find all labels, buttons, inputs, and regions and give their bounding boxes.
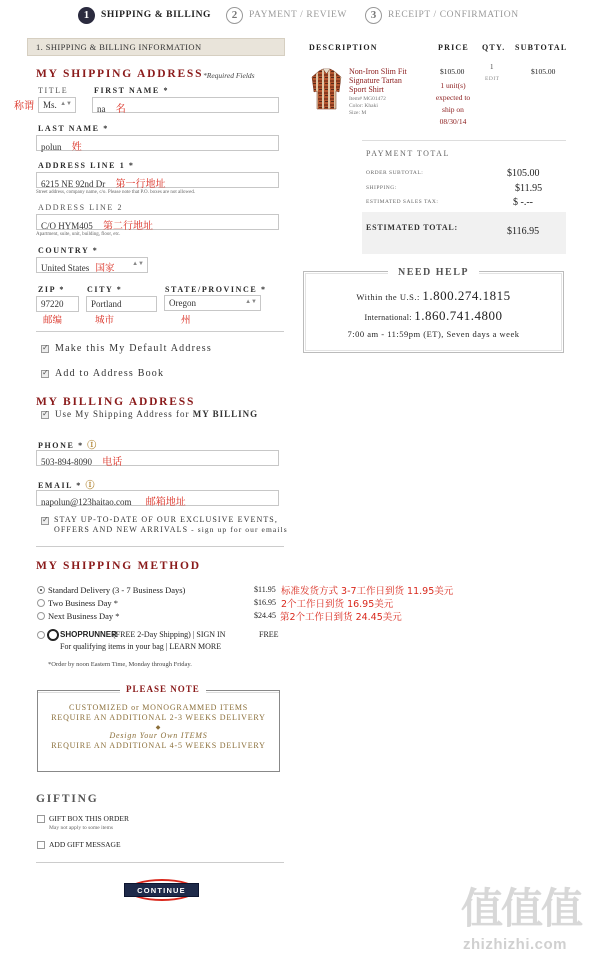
first-name-input[interactable] [92, 97, 279, 113]
shoprunner-radio[interactable] [37, 631, 45, 639]
please-note-line2: REQUIRE AN ADDITIONAL 2-3 WEEKS DELIVERY [51, 713, 266, 722]
standard-radio[interactable] [37, 586, 45, 594]
order-subtotal-label: ORDER SUBTOTAL: [366, 170, 424, 176]
need-help-title-wrap [303, 267, 564, 278]
product-image-icon [310, 68, 343, 110]
step-3-label: RECEIPT / CONFIRMATION [388, 10, 519, 20]
shipping-value: $11.95 [515, 183, 543, 194]
phone-input[interactable] [36, 450, 279, 466]
zip-input[interactable] [36, 296, 79, 312]
next-day-price: $24.45 [254, 611, 276, 620]
product-details [349, 96, 386, 117]
shipping-heading: MY SHIPPING ADDRESS [36, 68, 204, 80]
title-label: TITLE [38, 86, 69, 95]
zip-note: 邮编 [43, 315, 63, 326]
newsletter-line2: OFFERS AND NEW ARRIVALS - sign up for our emails [54, 525, 288, 534]
email-note: 邮箱地址 [145, 497, 186, 508]
first-name-note: 名 [115, 104, 126, 115]
shoprunner-brand: SHOPRUNNER [60, 630, 117, 639]
method-footnote: *Order by noon Eastern Time, Monday through Friday. [48, 661, 192, 668]
divider [36, 862, 284, 863]
divider [36, 331, 284, 332]
country-note: 国家 [95, 263, 115, 274]
product-name-line2: Signature Tartan [349, 76, 402, 85]
gift-message-label: ADD GIFT MESSAGE [49, 840, 121, 849]
next-day-note: 第2个工作日到货 24.45美元 [280, 612, 402, 623]
watermark-logo: 值值值 [461, 884, 582, 933]
section-bar [27, 38, 285, 56]
title-value: Ms. [43, 100, 57, 110]
step-1-label: SHIPPING & BILLING [101, 10, 212, 20]
product-subtotal: $105.00 [531, 67, 556, 76]
title-select[interactable] [38, 97, 76, 113]
newsletter-line1: STAY UP-TO-DATE OF OUR EXCLUSIVE EVENTS, [54, 515, 278, 524]
newsletter-label [54, 515, 288, 535]
state-select[interactable] [164, 295, 261, 311]
product-qty: 1 [490, 63, 494, 71]
email-input[interactable] [36, 490, 279, 506]
shoprunner-price: FREE [259, 630, 279, 639]
zip-label: ZIP * [38, 285, 65, 294]
availability-line3: ship on [442, 105, 464, 114]
gift-box-label: GIFT BOX THIS ORDER [49, 814, 129, 823]
gift-message-checkbox[interactable] [37, 841, 45, 849]
gift-box-sub: May not apply to some items [49, 825, 114, 831]
select-arrow-icon: ▲▼ [60, 101, 72, 107]
city-note: 城市 [95, 315, 115, 326]
cart-header-price: PRICE [438, 43, 469, 52]
address1-label: ADDRESS LINE 1 * [38, 161, 135, 170]
use-shipping-checkbox[interactable] [41, 411, 49, 419]
email-label: EMAIL * Ⓘ [38, 480, 97, 490]
product-size: Size: M [349, 110, 367, 116]
total-value: $116.95 [507, 226, 540, 237]
please-note-text [37, 703, 280, 751]
standard-note: 标准发货方式 3-7工作日到货 11.95美元 [281, 586, 454, 597]
please-note-line1: CUSTOMIZED or MONOGRAMMED ITEMS [68, 703, 249, 712]
divider [36, 546, 284, 547]
last-name-value: polun [41, 142, 62, 152]
step-3-icon: 3 [365, 7, 382, 24]
product-image[interactable] [310, 68, 343, 110]
please-note-title: PLEASE NOTE [120, 684, 206, 694]
intl-phone-line: International: 1.860.741.4800 [364, 308, 503, 323]
use-shipping-label: Use My Shipping Address for MY BILLING [55, 409, 259, 419]
standard-label: Standard Delivery (3 - 7 Business Days) [48, 585, 186, 595]
product-item-no: Item# MG01472 [349, 96, 386, 102]
product-color: Color: Khaki [349, 103, 378, 109]
support-hours: 7:00 am - 11:59pm (ET), Seven days a week [347, 329, 520, 339]
address2-input[interactable] [36, 214, 279, 230]
cart-header-subtotal: SUBTOTAL [515, 43, 568, 52]
next-day-radio[interactable] [37, 612, 45, 620]
cart-header-description: DESCRIPTION [309, 43, 378, 52]
select-arrow-icon: ▲▼ [245, 299, 257, 305]
address1-input[interactable] [36, 172, 279, 188]
city-label: CITY * [87, 285, 123, 294]
default-address-checkbox[interactable] [41, 345, 49, 353]
zip-value: 97220 [41, 299, 64, 309]
two-day-price: $16.95 [254, 598, 276, 607]
address2-hint: Apartment, suite, unit, building, floor, etc. [36, 232, 121, 237]
phone-label: PHONE * Ⓘ [38, 440, 98, 450]
address-book-checkbox[interactable] [41, 370, 49, 378]
address-book-label: Add to Address Book [55, 368, 165, 379]
select-arrow-icon: ▲▼ [132, 261, 144, 267]
section-bar-title: 1. SHIPPING & BILLING INFORMATION [36, 42, 202, 52]
two-day-note: 2个工作日到货 16.95美元 [281, 599, 394, 610]
diamond-icon: ◆ [155, 725, 162, 731]
info-icon: Ⓘ [85, 480, 97, 490]
next-day-label: Next Business Day * [48, 611, 120, 621]
email-value: napolun@123haitao.com [41, 497, 132, 507]
tax-value: $ -.-- [513, 197, 533, 208]
gift-box-checkbox[interactable] [37, 815, 45, 823]
address1-note: 第一行地址 [115, 179, 166, 190]
state-value: Oregon [169, 298, 196, 308]
step-2-icon: 2 [226, 7, 243, 24]
shoprunner-logo-icon [47, 629, 59, 641]
continue-button[interactable]: CONTINUE [124, 883, 199, 897]
shipping-label: SHIPPING: [366, 185, 397, 191]
two-day-label: Two Business Day * [48, 598, 119, 608]
edit-link[interactable]: EDIT [485, 76, 500, 82]
total-label: ESTIMATED TOTAL: [366, 223, 459, 232]
us-phone-line: Within the U.S.: 1.800.274.1815 [356, 288, 511, 303]
need-help-title: NEED HELP [388, 267, 479, 278]
state-label: STATE/PROVINCE * [165, 285, 267, 294]
availability-line4: 08/30/14 [439, 117, 467, 126]
availability-line1: 1 unit(s) [440, 81, 466, 90]
phone-value: 503-894-8090 [41, 457, 92, 467]
shoprunner-text[interactable]: (FREE 2-Day Shipping) | SIGN IN [113, 630, 226, 639]
availability-line2: expected to [435, 93, 471, 102]
default-address-label: Make this My Default Address [55, 343, 212, 354]
newsletter-checkbox[interactable] [41, 517, 49, 525]
tax-label: ESTIMATED SALES TAX: [366, 199, 439, 205]
last-name-note: 姓 [71, 142, 82, 153]
last-name-label: LAST NAME * [38, 124, 109, 133]
address2-label: ADDRESS LINE 2 [38, 203, 124, 212]
gifting-heading: GIFTING [36, 793, 99, 805]
order-subtotal-value: $105.00 [507, 168, 540, 179]
payment-total-heading: PAYMENT TOTAL [366, 149, 450, 158]
country-select[interactable] [36, 257, 148, 273]
last-name-input[interactable] [36, 135, 279, 151]
product-name-line3: Sport Shirt [349, 85, 384, 94]
address2-value: C/O HYM405 [41, 221, 93, 231]
city-value: Portland [91, 299, 122, 309]
info-icon: Ⓘ [87, 440, 98, 450]
step-1-icon: 1 [78, 7, 95, 24]
product-name-line1: Non-Iron Slim Fit [349, 67, 407, 76]
standard-price: $11.95 [254, 585, 276, 594]
country-value: United States [41, 263, 90, 273]
method-heading: MY SHIPPING METHOD [36, 560, 201, 572]
watermark-domain: zhizhizhi.com [463, 936, 567, 953]
title-note: 称谓 [14, 101, 34, 112]
first-name-value: na [97, 104, 106, 114]
address1-value: 6215 NE 92nd Dr [41, 179, 106, 189]
phone-note: 电话 [102, 457, 123, 468]
state-note: 州 [181, 315, 191, 326]
product-availability [428, 80, 478, 128]
please-note-line3: Design Your Own ITEMS [109, 731, 208, 740]
first-name-label: FIRST NAME * [94, 86, 170, 95]
city-input[interactable] [86, 296, 157, 312]
address2-note: 第二行地址 [103, 221, 154, 232]
required-note: *Required Fields [203, 71, 255, 80]
two-day-radio[interactable] [37, 599, 45, 607]
cart-header-qty: QTY. [482, 43, 506, 52]
shoprunner-sub[interactable]: For qualifying items in your bag | LEARN MORE [60, 642, 222, 651]
divider [362, 140, 566, 141]
product-price: $105.00 [440, 67, 465, 76]
address1-hint: Street address, company name, c/o. Please note that P.O. boxes are not allowed. [36, 190, 196, 195]
country-label: COUNTRY * [38, 246, 99, 255]
step-2-label: PAYMENT / REVIEW [249, 10, 347, 20]
please-note-line4: REQUIRE AN ADDITIONAL 4-5 WEEKS DELIVERY [51, 741, 266, 750]
product-name[interactable] [349, 67, 407, 94]
billing-heading: MY BILLING ADDRESS [36, 396, 196, 408]
